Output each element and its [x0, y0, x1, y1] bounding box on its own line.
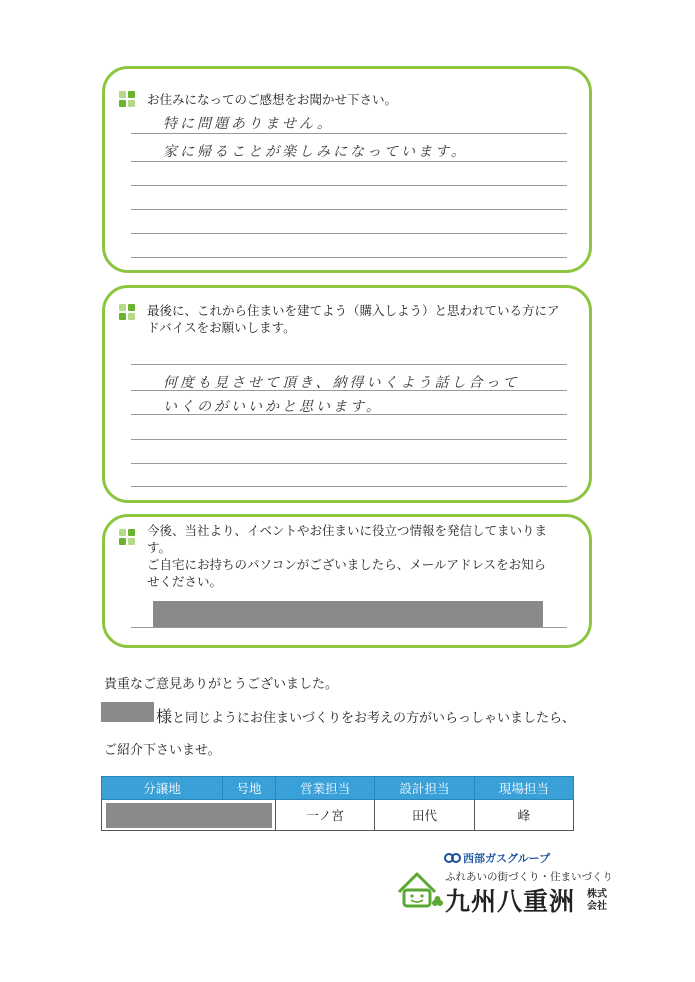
writing-line: [131, 390, 567, 391]
header-design-rep: 設計担当: [375, 777, 474, 800]
referral-line: [156, 704, 575, 727]
header-sales-rep: 営業担当: [276, 777, 375, 800]
question-bullet-icon: [119, 529, 137, 547]
header-lot-area: 分譲地: [102, 777, 223, 800]
question-2-prompt: 最後に、これから住まいを建てよう（購入しよう）と思われている方にアドバイスをお願いします。: [147, 303, 560, 335]
header-site-rep: 現場担当: [474, 777, 573, 800]
header-lot-number: 号地: [223, 777, 276, 800]
writing-line: [131, 486, 567, 487]
sales-rep-value: 一ノ宮: [276, 800, 375, 831]
answer-2-line-2: いくのがいいかと思います。: [163, 399, 383, 415]
answer-1-line-2: 家に帰ることが楽しみになっています。: [163, 144, 468, 160]
question-3-prompt-line: す。: [147, 540, 172, 555]
design-rep-value: 田代: [375, 800, 474, 831]
site-rep-value: 峰: [474, 800, 573, 831]
group-name: 西部ガスグループ: [463, 852, 551, 865]
referral-request: ご紹介下さいませ。: [104, 743, 221, 758]
question-bullet-icon: [119, 91, 137, 109]
question-1-prompt: お住みになってのご感想をお聞かせ下さい。: [147, 92, 398, 107]
writing-line: [131, 627, 567, 628]
staff-assignment-table: [101, 776, 574, 831]
answer-1-line-1: 特に問題ありません。: [163, 116, 334, 132]
redacted-lot-cell: [102, 800, 276, 831]
honorific-sama: 様: [156, 707, 173, 726]
answer-2-line-1: 何度も見させて頂き、納得いくよう話し合って: [163, 375, 520, 391]
question-3-prompt-line: ご自宅にお持ちのパソコンがございましたら、メールアドレスをお知ら: [147, 557, 547, 572]
logo-graphic: [395, 848, 610, 918]
writing-line: [131, 133, 567, 134]
company-suffix-bottom: 会社: [587, 901, 607, 912]
writing-line: [131, 364, 567, 365]
thanks-message: 貴重なご意見ありがとうございました。: [104, 677, 339, 692]
writing-line: [131, 209, 567, 210]
writing-line: [131, 257, 567, 258]
redacted-customer-name: [101, 702, 154, 722]
company-tagline: ふれあいの街づくり・住まいづくり: [445, 871, 610, 883]
redacted-email: [153, 601, 543, 627]
writing-line: [131, 161, 567, 162]
redacted-lot-info: [106, 803, 272, 828]
company-suffix-top: 株式: [587, 889, 607, 900]
question-box-2: [102, 285, 592, 503]
group-mark-icon: [445, 854, 460, 862]
question-box-3: [102, 514, 592, 648]
question-bullet-icon: [119, 304, 137, 322]
question-box-1: [102, 66, 592, 273]
house-icon: [399, 874, 435, 906]
writing-line: [131, 414, 567, 415]
clover-icon: [432, 896, 443, 906]
question-3-prompt-line: せください。: [147, 574, 223, 589]
writing-line: [131, 185, 567, 186]
writing-line: [131, 439, 567, 440]
company-name: 九州八重洲: [445, 887, 576, 916]
writing-line: [131, 233, 567, 234]
question-3-prompt: [147, 522, 571, 590]
writing-line: [131, 463, 567, 464]
question-3-prompt-line: 今後、当社より、イベントやお住まいに役立つ情報を発信してまいりま: [147, 523, 548, 538]
company-logo: [395, 848, 610, 918]
referral-text: と同じようにお住まいづくりをお考えの方がいらっしゃいましたら、: [172, 711, 576, 726]
